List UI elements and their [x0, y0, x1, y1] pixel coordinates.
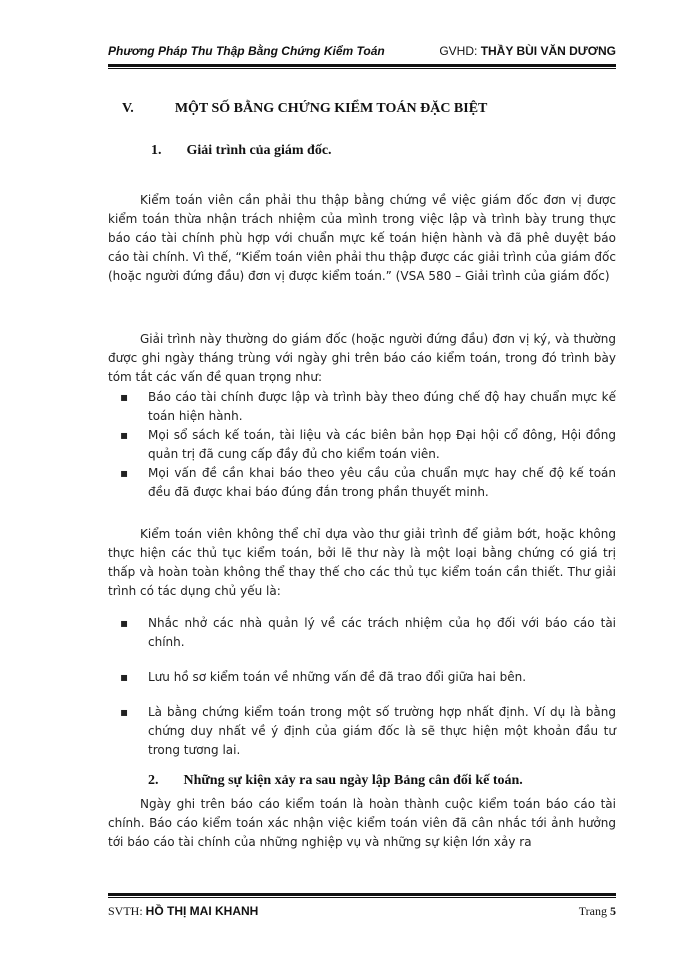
list-1-item: ▪ Mọi vấn đề cần khai báo theo yêu cầu của chuẩn mực hay chế độ kế toán đều đã được khai báo đúng đắn trong phần thuyết minh. — [108, 464, 616, 502]
paragraph-2-text: Giải trình này thường do giám đốc (hoặc người đứng đầu) đơn vị ký, và thường được ghi ngày tháng trùng với ngày ghi trên báo cáo kiểm toán, trong đó trình bày tóm tắt các vấn đề quan trọng như: — [108, 332, 616, 384]
subsection-2-heading — [148, 773, 523, 789]
header-advisor — [439, 44, 616, 58]
footer-page — [579, 904, 616, 919]
paragraph-4 — [108, 795, 616, 852]
footer-student — [108, 904, 258, 919]
footer-svth-label: SVTH: — [108, 904, 143, 918]
subsection-1-number: 1. — [151, 143, 162, 158]
list-1 — [108, 388, 616, 502]
subsection-1-title: Giải trình của giám đốc. — [186, 143, 332, 158]
list-2 — [108, 614, 616, 776]
paragraph-3 — [108, 525, 616, 601]
section-title: MỘT SỐ BẰNG CHỨNG KIỂM TOÁN ĐẶC BIỆT — [174, 101, 488, 116]
list-2-item: ▪ Nhắc nhở các nhà quản lý về các trách nhiệm của họ đối với báo cáo tài chính. — [108, 614, 616, 652]
list-2-item: ▪ Là bằng chứng kiểm toán trong một số trường hợp nhất định. Ví dụ là bằng chứng duy nhất về ý định của giám đốc là sẽ thực hiện một khoản đầu tư trong tương lai. — [108, 703, 616, 760]
section-heading — [122, 101, 487, 117]
paragraph-3-text: Kiểm toán viên không thể chỉ dựa vào thư giải trình để giảm bớt, hoặc không thực hiện các thủ tục kiểm toán, bởi lẽ thư này là một loại bằng chứng có giá trị thấp và hoàn toàn không thể thay thế cho các thủ tục kiểm toán cần thiết. Thư giải trình có tác dụng chủ yếu là: — [108, 527, 616, 598]
header-rule-thick — [108, 64, 616, 67]
footer-rule-thick — [108, 893, 616, 896]
footer-page-number: 5 — [610, 904, 616, 918]
subsection-1-heading — [151, 143, 332, 159]
paragraph-1-text: Kiểm toán viên cần phải thu thập bằng chứng về việc giám đốc đơn vị được kiểm toán thừa nhận trách nhiệm của mình trong việc lập và trình bày trung thực báo cáo tài chính phù hợp với chuẩn mực kế toán hiện hành và đã phê duyệt báo cáo tài chính. Vì thế, “Kiểm toán viên phải thu thập được các giải trình của giám đốc (hoặc người đứng đầu) đơn vị được kiểm toán.” (VSA 580 – Giải trình của giám đốc) — [108, 193, 616, 283]
paragraph-1 — [108, 191, 616, 286]
paragraph-2 — [108, 330, 616, 387]
page-header — [108, 44, 616, 64]
list-1-item: ▪ Mọi sổ sách kế toán, tài liệu và các biên bản họp Đại hội cổ đông, Hội đồng quản trị đã cung cấp đầy đủ cho kiểm toán viên. — [108, 426, 616, 464]
list-2-item: ▪ Lưu hồ sơ kiểm toán về những vấn đề đã trao đổi giữa hai bên. — [108, 668, 616, 687]
header-rule-thin — [108, 68, 616, 69]
paragraph-4-text: Ngày ghi trên báo cáo kiểm toán là hoàn thành cuộc kiểm toán báo cáo tài chính. Báo cáo kiểm toán xác nhận việc kiểm toán viên đã cân nhắc tới ảnh hưởng tới báo cáo tài chính của những nghiệp vụ và những sự kiện lớn xảy ra — [108, 797, 616, 849]
header-title: Phương Pháp Thu Thập Bằng Chứng Kiểm Toán — [108, 44, 385, 58]
list-1-item: ▪ Báo cáo tài chính được lập và trình bày theo đúng chế độ hay chuẩn mực kế toán hiện hành. — [108, 388, 616, 426]
subsection-2-number: 2. — [148, 773, 159, 788]
footer-rule-thin — [108, 897, 616, 898]
footer-svth-name: HỒ THỊ MAI KHANH — [145, 904, 259, 918]
section-number: V. — [122, 101, 134, 116]
footer-page-label: Trang — [578, 904, 607, 918]
header-gvhd-label: GVHD: — [439, 44, 478, 58]
header-gvhd-name: THẦY BÙI VĂN DƯƠNG — [480, 44, 616, 58]
subsection-2-title: Những sự kiện xảy ra sau ngày lập Bảng cân đối kế toán. — [183, 773, 523, 788]
